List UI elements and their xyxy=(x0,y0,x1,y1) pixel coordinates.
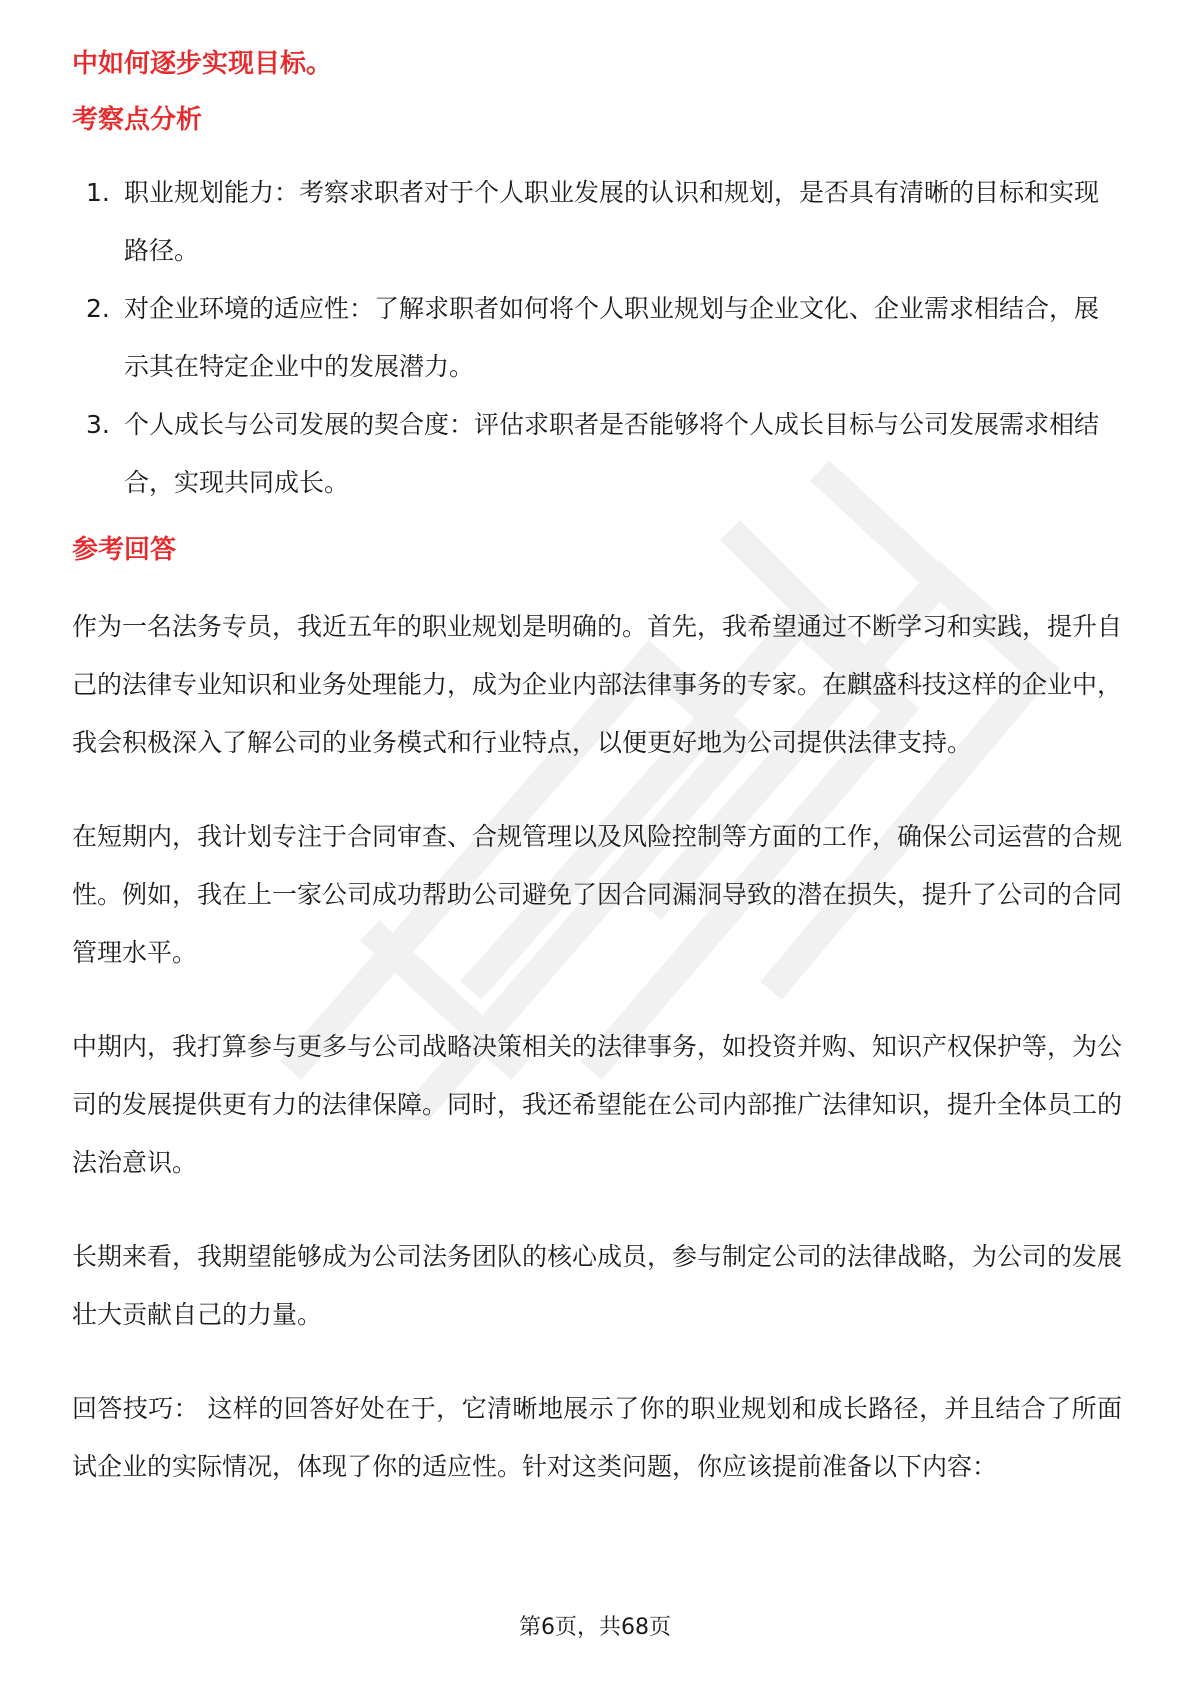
list-item xyxy=(72,164,1122,280)
list-item-number: 3. xyxy=(86,410,110,439)
answer-paragraph: 作为一名法务专员，我近五年的职业规划是明确的。首先，我希望通过不断学习和实践，提升自己的法律专业知识和业务处理能力，成为企业内部法律事务的专家。在麒盛科技这样的企业中，我会积极深入了解公司的业务模式和行业特点，以便更好地为公司提供法律支持。 xyxy=(72,612,1123,757)
section-title-analysis: 考察点分析 xyxy=(72,105,203,135)
document-content xyxy=(72,44,1122,1532)
list-item-text: 职业规划能力：考察求职者对于个人职业发展的认识和规划，是否具有清晰的目标和实现路径。 xyxy=(124,178,1100,265)
list-item-number: 1. xyxy=(86,178,110,207)
list-item-text: 对企业环境的适应性：了解求职者如何将个人职业规划与企业文化、企业需求相结合，展示其在特定企业中的发展潜力。 xyxy=(124,294,1100,381)
answer-paragraph: 长期来看，我期望能够成为公司法务团队的核心成员，参与制定公司的法律战略，为公司的发展壮大贡献自己的力量。 xyxy=(72,1242,1123,1329)
analysis-list xyxy=(72,164,1122,512)
answer-paragraph: 中期内，我打算参与更多与公司战略决策相关的法律事务，如投资并购、知识产权保护等，为公司的发展提供更有力的法律保障。同时，我还希望能在公司内部推广法律知识，提升全体员工的法治意识。 xyxy=(72,1032,1123,1177)
intro-line: 中如何逐步实现目标。 xyxy=(72,49,333,79)
answer-tips-paragraph: 回答技巧： 这样的回答好处在于，它清晰地展示了你的职业规划和成长路径，并且结合了所面试企业的实际情况，体现了你的适应性。针对这类问题，你应该提前准备以下内容： xyxy=(72,1394,1122,1481)
page-footer: 第6页，共68页 xyxy=(519,1615,671,1640)
list-item-text: 个人成长与公司发展的契合度：评估求职者是否能够将个人成长目标与公司发展需求相结合，实现共同成长。 xyxy=(124,410,1100,497)
list-item-number: 2. xyxy=(86,294,110,323)
answer-paragraph: 在短期内，我计划专注于合同审查、合规管理以及风险控制等方面的工作，确保公司运营的合规性。例如，我在上一家公司成功帮助公司避免了因合同漏洞导致的潜在损失，提升了公司的合同管理水平。 xyxy=(72,822,1123,967)
section-title-answer: 参考回答 xyxy=(72,535,177,565)
list-item xyxy=(72,396,1122,512)
list-item xyxy=(72,280,1122,396)
